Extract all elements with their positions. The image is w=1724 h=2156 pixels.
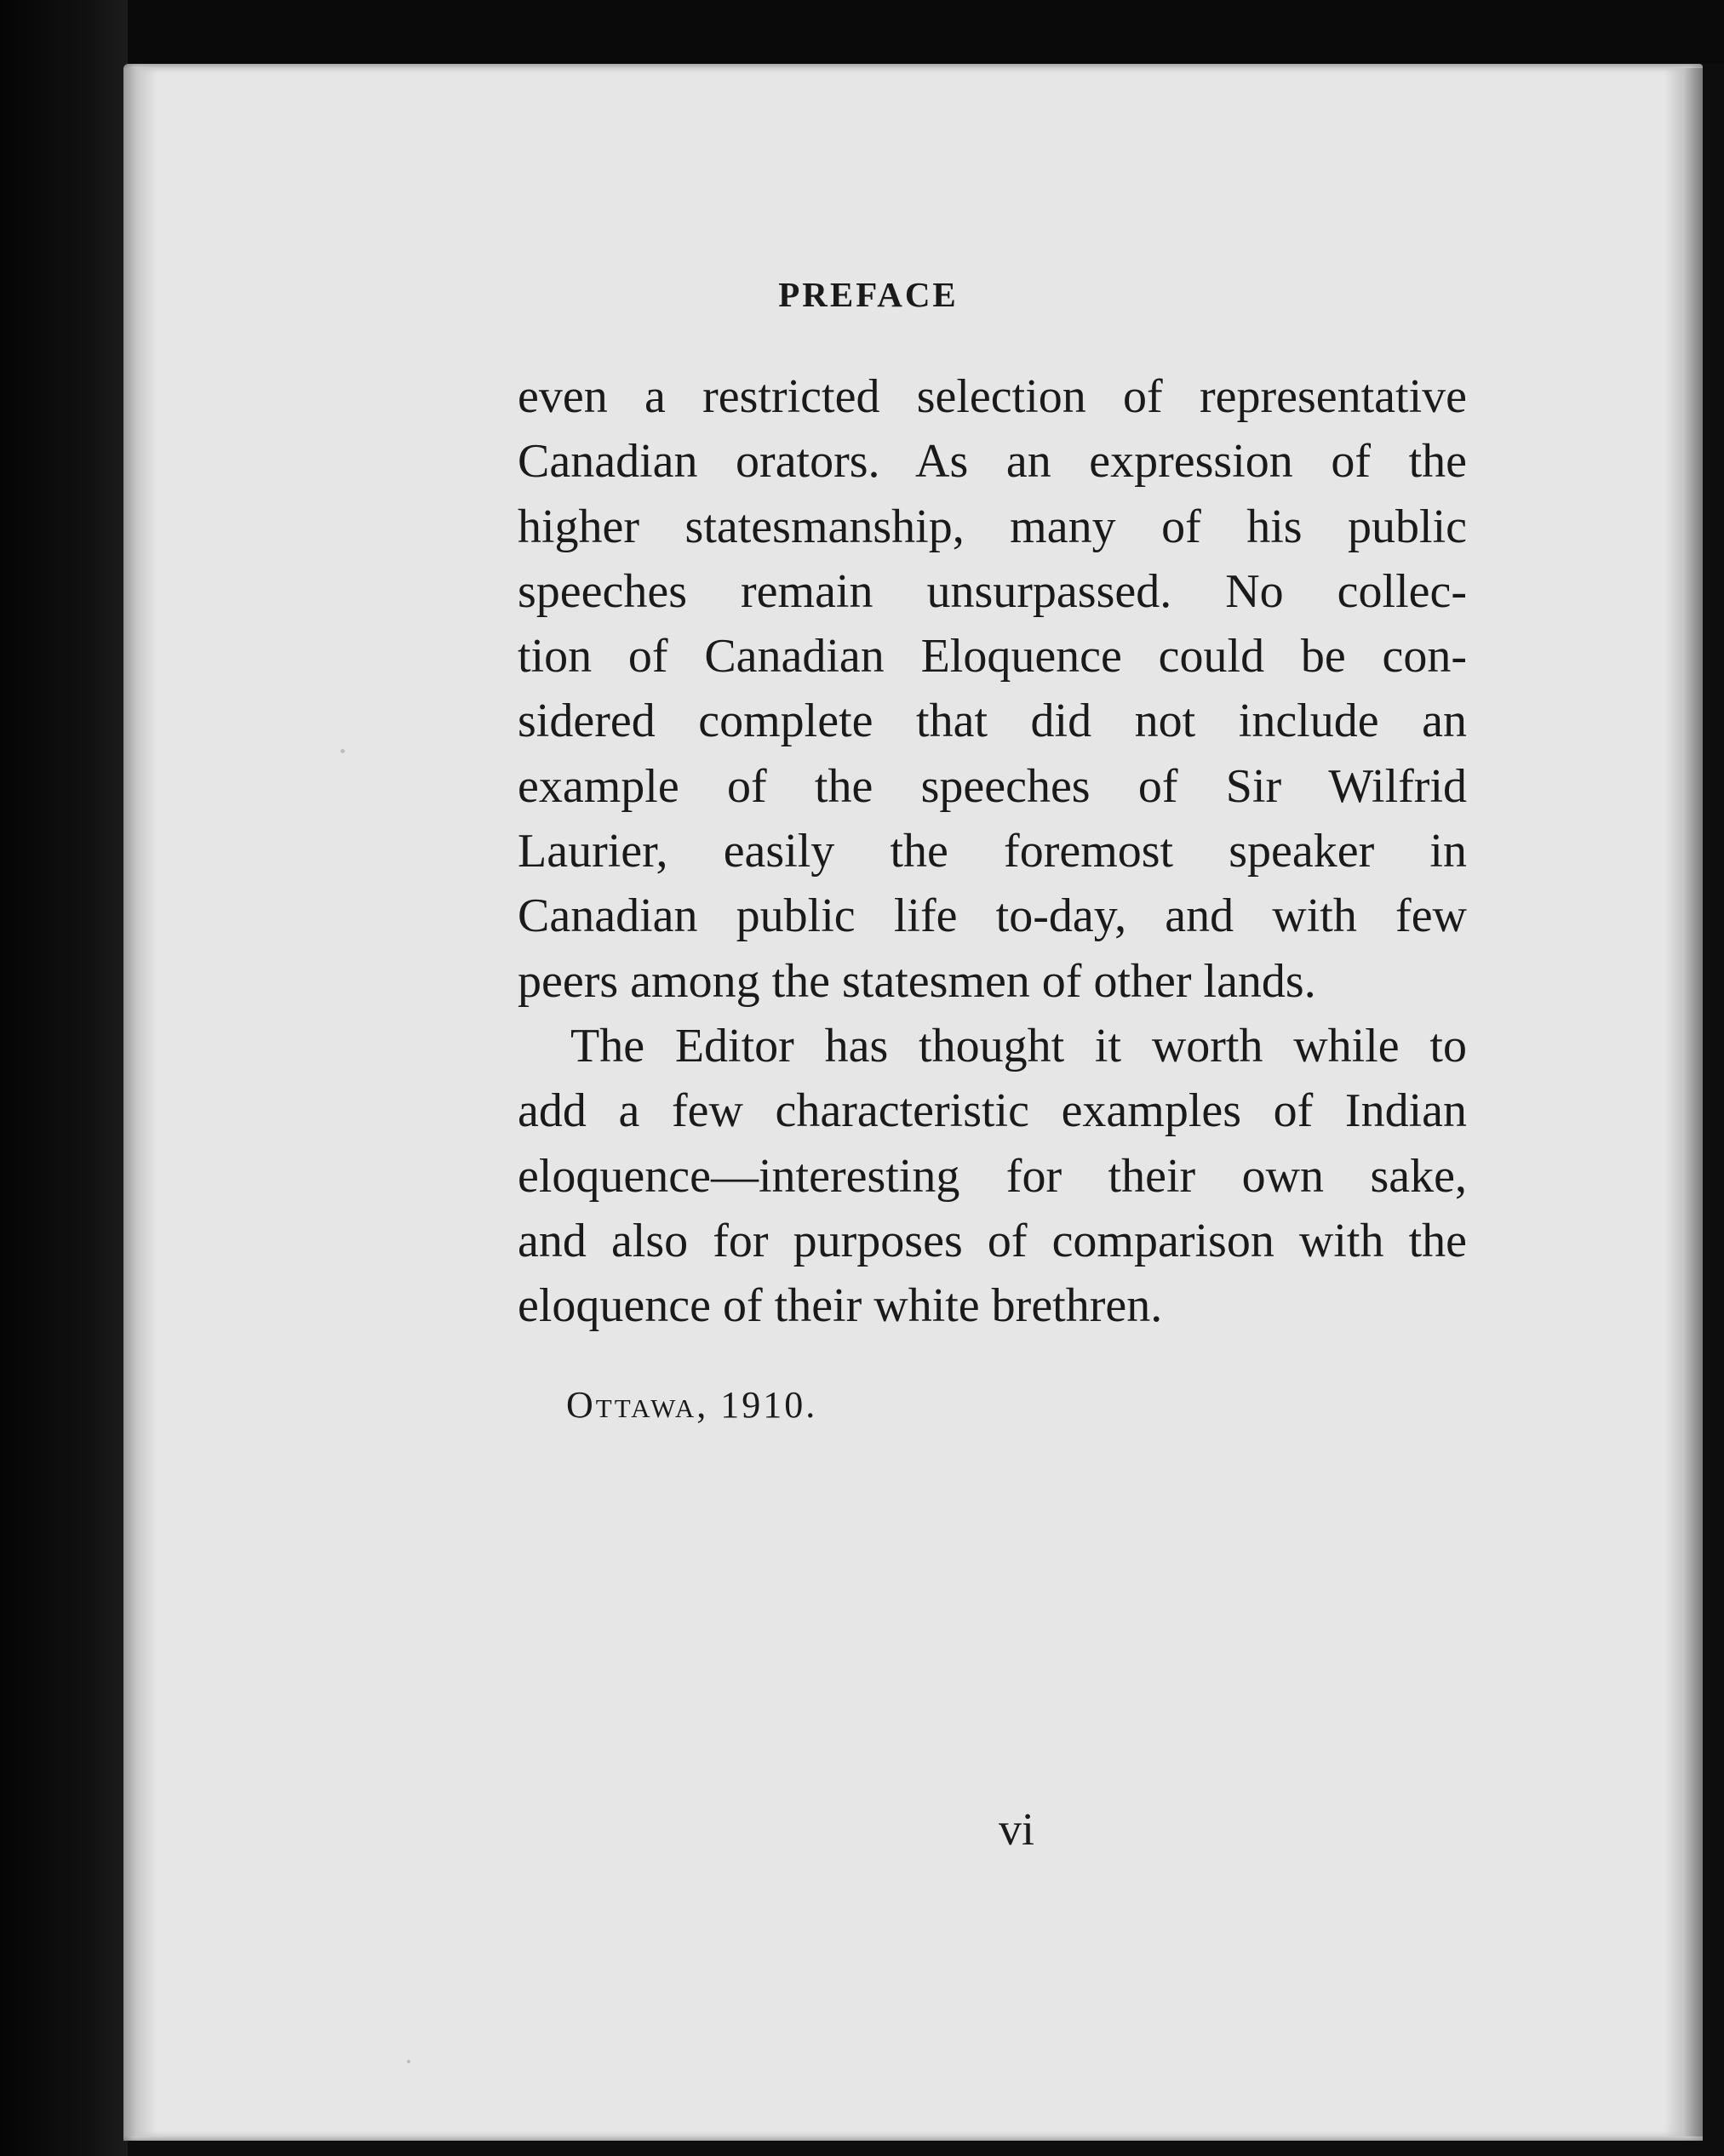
preface-text bbox=[518, 364, 1467, 1338]
place-date: Ottawa, 1910. bbox=[566, 1384, 818, 1426]
page-edge-shadow bbox=[1664, 68, 1703, 2136]
text-line: example of the speeches of Sir Wilfrid bbox=[518, 759, 1467, 813]
text-line: Laurier, easily the foremost speaker in bbox=[518, 825, 1467, 878]
text-line: add a few characteristic examples of Indian bbox=[518, 1084, 1467, 1138]
page-gutter-shadow bbox=[123, 68, 158, 2136]
text-line: eloquence—interesting for their own sake, bbox=[518, 1149, 1467, 1203]
scan-border-left bbox=[0, 0, 128, 2156]
text-line: The Editor has thought it worth while to bbox=[570, 1019, 1467, 1072]
text-line: peers among the statesmen of other lands. bbox=[518, 954, 1316, 1008]
text-line: higher statesmanship, many of his public bbox=[518, 500, 1467, 553]
page-number: vi bbox=[999, 1804, 1035, 1855]
text-line: eloquence of their white brethren. bbox=[518, 1279, 1163, 1333]
text-line: tion of Canadian Eloquence could be con- bbox=[518, 630, 1467, 683]
paper-speck bbox=[407, 2060, 410, 2063]
text-line: Canadian public life to-day, and with few bbox=[518, 889, 1467, 943]
scan-border-top bbox=[0, 0, 1724, 64]
paper-speck bbox=[341, 749, 345, 753]
text-line: sidered complete that did not include an bbox=[518, 695, 1467, 748]
text-line: speeches remain unsurpassed. No collec- bbox=[518, 564, 1467, 618]
running-head: PREFACE bbox=[778, 275, 959, 314]
text-line: even a restricted selection of representative bbox=[518, 370, 1467, 423]
text-line: and also for purposes of comparison with the bbox=[518, 1214, 1467, 1267]
text-line: Canadian orators. As an expression of the bbox=[518, 435, 1467, 489]
